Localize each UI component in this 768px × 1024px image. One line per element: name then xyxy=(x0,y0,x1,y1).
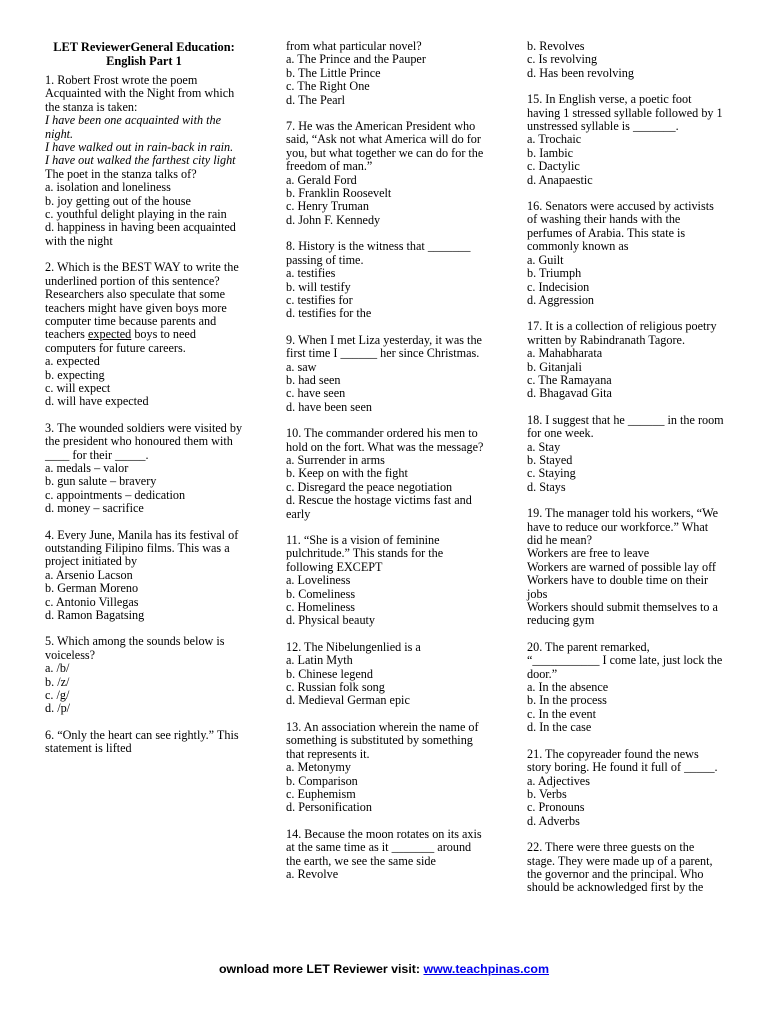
answer-option: b. Comeliness xyxy=(286,586,356,601)
answer-option: d. Physical beauty xyxy=(286,613,376,628)
underlined-word: expected xyxy=(87,327,132,342)
footer-link[interactable]: www.teachpinas.com xyxy=(423,962,550,976)
answer-option: d. Anapaestic xyxy=(527,172,593,187)
answer-option: d. Aggression xyxy=(527,292,595,307)
answer-option: a. Trochaic xyxy=(527,132,582,147)
answer-option: d. Stays xyxy=(527,479,566,494)
answer-option: c. will expect xyxy=(45,380,111,395)
answer-option: c. Disregard the peace negotiation xyxy=(286,479,453,494)
answer-option: a. Metonymy xyxy=(286,760,351,775)
question-13 xyxy=(286,721,486,815)
answer-option: d. The Pearl xyxy=(286,92,346,107)
answer-option: c. youthful delight playing in the rain xyxy=(45,207,227,222)
question-followup: The poet in the stanza talks of? xyxy=(45,166,197,181)
answer-option: c. The Ramayana xyxy=(527,372,612,387)
question-22 xyxy=(527,841,725,895)
answer-option: d. Has been revolving xyxy=(527,65,634,80)
answer-option: b. Verbs xyxy=(527,786,567,801)
question-stem: 22. There were three guests on the stage. They were made up of a parent, the governor and the principal. Who should be acknowledged first by the xyxy=(527,840,713,895)
question-stem: 4. Every June, Manila has its festival of outstanding Filipino films. This was a project initiated by xyxy=(45,527,239,569)
answer-option: a. Adjectives xyxy=(527,773,590,788)
poem-line: I have walked out in rain-back in rain. xyxy=(45,140,234,155)
question-17 xyxy=(527,320,725,400)
question-stem: 3. The wounded soldiers were visited by the president who honoured them with ____ for their _____. xyxy=(45,420,243,462)
question-9 xyxy=(286,334,486,414)
answer-option: d. Bhagavad Gita xyxy=(527,386,612,401)
answer-option: d. Medieval German epic xyxy=(286,693,410,708)
question-7 xyxy=(286,120,486,227)
question-15 xyxy=(527,93,725,187)
answer-option: c. Homeliness xyxy=(286,600,356,615)
answer-option: d. have been seen xyxy=(286,399,372,414)
column-2 xyxy=(286,40,486,894)
answer-option: a. The Prince and the Pauper xyxy=(286,52,426,67)
answer-option: a. Stay xyxy=(527,439,561,454)
answer-option: b. Iambic xyxy=(527,145,574,160)
answer-option: c. Dactylic xyxy=(527,159,580,174)
answer-option: b. Comparison xyxy=(286,773,358,788)
answer-option: a. Latin Myth xyxy=(286,653,353,668)
answer-option: Workers are free to leave xyxy=(527,546,650,561)
question-stem: 16. Senators were accused by activists of washing their hands with the perfumes of Arabia. This state is commonly known as xyxy=(527,199,714,254)
title-line-2: English Part 1 xyxy=(106,54,182,68)
column-3 xyxy=(527,40,725,908)
column-1 xyxy=(45,40,243,769)
question-stem: 21. The copyreader found the news story boring. He found it full of _____. xyxy=(527,746,718,775)
question-14 xyxy=(286,828,486,882)
question-1 xyxy=(45,74,243,248)
answer-option: a. Revolve xyxy=(286,866,339,881)
question-12 xyxy=(286,641,486,708)
answer-option: c. have seen xyxy=(286,386,346,401)
question-5 xyxy=(45,635,243,715)
answer-option: d. John F. Kennedy xyxy=(286,212,381,227)
answer-option: b. Chinese legend xyxy=(286,666,373,681)
answer-option: c. In the event xyxy=(527,706,597,721)
answer-option: b. The Little Prince xyxy=(286,65,381,80)
answer-option: a. Guilt xyxy=(527,252,564,267)
poem-line: I have out walked the farthest city light xyxy=(45,153,236,168)
answer-option: d. Ramon Bagatsing xyxy=(45,608,145,623)
answer-option: a. testifies xyxy=(286,266,336,281)
question-stem: 6. “Only the heart can see rightly.” This statement is lifted xyxy=(45,727,239,756)
answer-option: c. appointments – dedication xyxy=(45,487,186,502)
answer-option: c. Russian folk song xyxy=(286,680,385,695)
answer-option: b. Gitanjali xyxy=(527,359,582,374)
question-stem: from what particular novel? xyxy=(286,39,422,53)
question-stem: 17. It is a collection of religious poetry written by Rabindranath Tagore. xyxy=(527,319,717,347)
answer-option: c. /g/ xyxy=(45,688,70,703)
question-14-continued xyxy=(527,40,725,80)
answer-option: d. money – sacrifice xyxy=(45,501,144,516)
question-19 xyxy=(527,507,725,628)
answer-option: c. The Right One xyxy=(286,79,370,94)
answer-option: c. Indecision xyxy=(527,279,590,294)
question-stem: 15. In English verse, a poetic foot having 1 stressed syllable followed by 1 unstressed syllable is _______. xyxy=(527,92,723,134)
question-21 xyxy=(527,748,725,828)
answer-option: a. In the absence xyxy=(527,680,609,695)
question-10 xyxy=(286,427,486,521)
answer-option: a. medals – valor xyxy=(45,460,129,475)
answer-option: c. Antonio Villegas xyxy=(45,594,139,609)
answer-option: a. isolation and loneliness xyxy=(45,180,171,195)
answer-option: b. Stayed xyxy=(527,452,573,467)
question-stem: 12. The Nibelungenlied is a xyxy=(286,639,421,654)
question-18 xyxy=(527,414,725,494)
answer-option: b. expecting xyxy=(45,367,105,382)
question-4 xyxy=(45,529,243,623)
answer-option: b. Keep on with the fight xyxy=(286,466,408,481)
answer-option: c. Pronouns xyxy=(527,800,585,815)
answer-option: a. expected xyxy=(45,354,100,369)
question-8 xyxy=(286,240,486,320)
answer-option: d. Adverbs xyxy=(527,813,580,828)
question-11 xyxy=(286,534,486,628)
answer-option: b. will testify xyxy=(286,279,351,294)
answer-option: Workers should submit themselves to a reducing gym xyxy=(527,600,718,628)
answer-option: b. joy getting out of the house xyxy=(45,193,191,208)
answer-option: b. gun salute – bravery xyxy=(45,474,157,489)
title-line-1: LET ReviewerGeneral Education: xyxy=(53,40,235,54)
footer xyxy=(0,962,768,976)
question-stem: 5. Which among the sounds below is voiceless? xyxy=(45,634,225,662)
question-20 xyxy=(527,641,725,735)
question-3 xyxy=(45,422,243,516)
stem-text: 2. Which is the BEST WAY to write the underlined portion of this sentence? Researchers also speculate that some teachers might have given boys more computer time because parents and teachers xyxy=(45,260,239,342)
answer-option: Workers have to double time on their jobs xyxy=(527,573,709,601)
question-6-continued xyxy=(286,40,486,107)
answer-option: d. testifies for the xyxy=(286,306,372,321)
question-stem: 20. The parent remarked, “___________ I come late, just lock the door.” xyxy=(527,639,723,681)
footer-text: ownload more LET Reviewer visit: xyxy=(218,962,424,976)
question-stem: 19. The manager told his workers, “We have to reduce our workforce.” What did he mean? xyxy=(527,506,719,547)
answer-option: b. German Moreno xyxy=(45,581,139,596)
answer-option: c. Is revolving xyxy=(527,52,598,67)
answer-option: b. Revolves xyxy=(527,39,585,53)
question-stem: 10. The commander ordered his men to hold on the fort. What was the message? xyxy=(286,426,484,454)
answer-option: b. /z/ xyxy=(45,674,70,689)
question-stem: 8. History is the witness that _______ passing of time. xyxy=(286,239,471,267)
question-6 xyxy=(45,729,243,756)
poem-line: I have been one acquainted with the night. xyxy=(45,113,221,141)
answer-option: a. Gerald Ford xyxy=(286,172,357,187)
answer-option: a. Arsenio Lacson xyxy=(45,567,133,582)
answer-option: c. Staying xyxy=(527,466,576,481)
question-stem: 13. An association wherein the name of something is substituted by something that represents it. xyxy=(286,719,479,761)
answer-option: d. Personification xyxy=(286,800,372,815)
question-stem xyxy=(45,261,243,355)
answer-option: d. will have expected xyxy=(45,394,149,409)
document-title xyxy=(45,40,243,68)
answer-option: a. Mahabharata xyxy=(527,346,603,361)
answer-option: d. In the case xyxy=(527,720,592,735)
answer-option: a. saw xyxy=(286,359,317,374)
question-stem: 1. Robert Frost wrote the poem Acquainted with the Night from which the stanza is taken: xyxy=(45,73,235,114)
answer-option: a. Surrender in arms xyxy=(286,452,385,467)
answer-option: a. /b/ xyxy=(45,661,70,676)
answer-option: b. In the process xyxy=(527,693,607,708)
answer-option: Workers are warned of possible lay off xyxy=(527,559,716,574)
question-16 xyxy=(527,200,725,307)
answer-option: a. Loveliness xyxy=(286,573,351,588)
answer-option: b. Triumph xyxy=(527,266,582,281)
question-stem: 7. He was the American President who said, “Ask not what America will do for you, but what together we can do for the freedom of man.” xyxy=(286,119,484,174)
answer-option: c. Euphemism xyxy=(286,786,356,801)
answer-option: b. Franklin Roosevelt xyxy=(286,186,392,201)
question-stem: 9. When I met Liza yesterday, it was the first time I ______ her since Christmas. xyxy=(286,332,482,361)
question-stem: 11. “She is a vision of feminine pulchritude.” This stands for the following EXCEPT xyxy=(286,533,444,574)
answer-option: b. had seen xyxy=(286,372,341,387)
answer-option: d. /p/ xyxy=(45,701,71,716)
answer-option: d. Rescue the hostage victims fast and early xyxy=(286,493,472,521)
question-2 xyxy=(45,261,243,408)
stem-text: boys to need computers for future careers. xyxy=(45,327,196,355)
answer-option: c. testifies for xyxy=(286,292,353,307)
question-stem: 18. I suggest that he ______ in the room for one week. xyxy=(527,412,724,441)
answer-option: d. happiness in having been acquainted with the night xyxy=(45,220,236,248)
answer-option: c. Henry Truman xyxy=(286,199,369,214)
question-stem: 14. Because the moon rotates on its axis at the same time as it _______ around the earth, we see the same side xyxy=(286,826,482,868)
